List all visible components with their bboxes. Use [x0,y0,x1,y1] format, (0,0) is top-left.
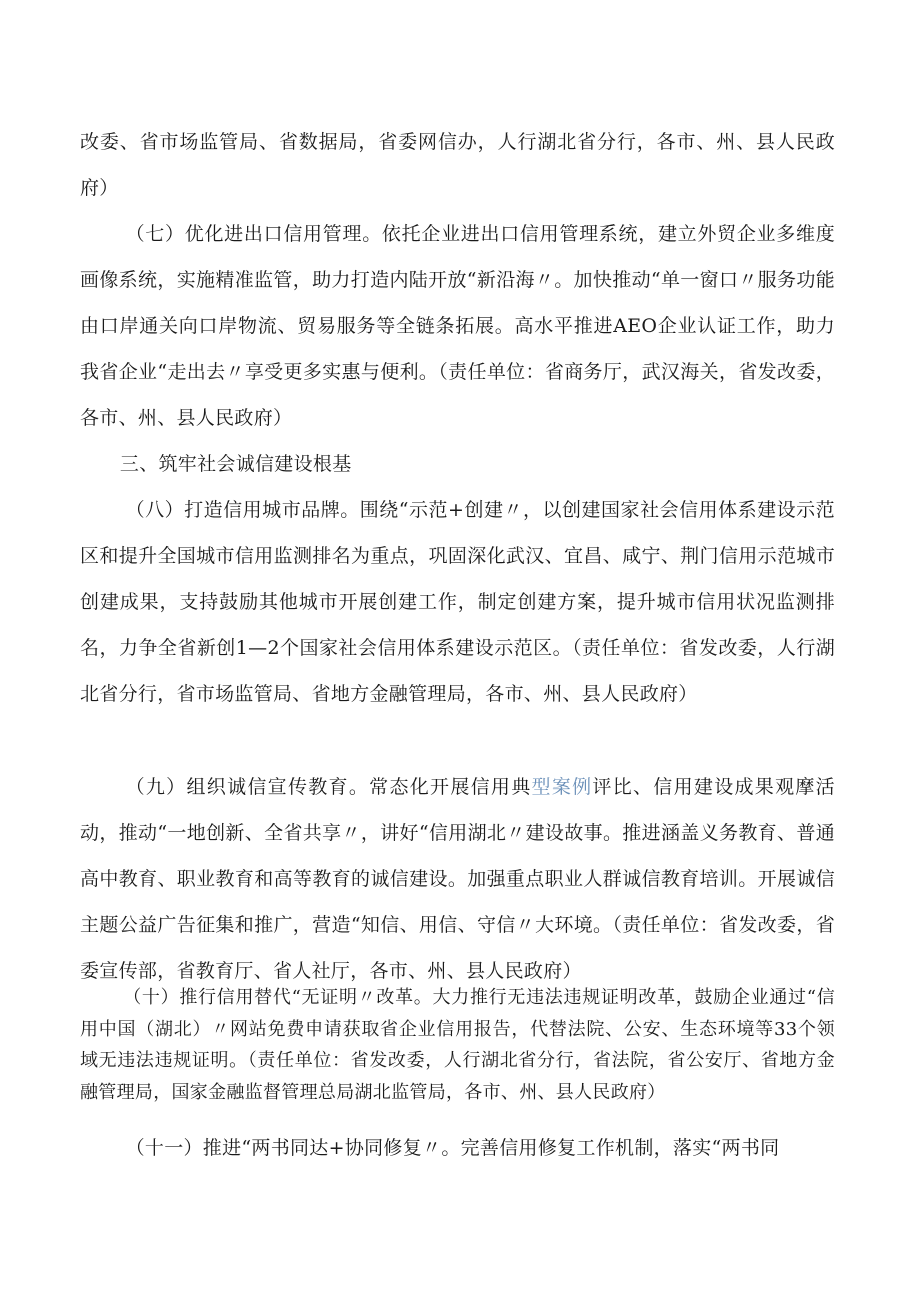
paragraph-7 [80,211,835,441]
paragraph-9-text-end: 评比、信用建设成果观摩活动，推动“一地创新、全省共享〃，讲好“信用湖北〃建设故事。推进涵盖义务教育、普通高中教育、职业教育和高等教育的诚信建设。加强重点职业人群诚信教育培训。开展诚信主题公益广告征集和推广，营造“知信、用信、守信〃大环境。（责任单位：省发改委，省委宣传部，省教育厅、省人社厅，各市、州、县人民政府） [80,776,835,982]
paragraph-11 [80,1125,835,1171]
paragraph-text: 改委、省市场监管局、省数据局，省委网信办，人行湖北省分行，各市、州、县人民政府） [80,131,835,199]
section-3-heading: 三、筑牢社会诚信建设根基 [119,453,352,475]
paragraph-9 [80,764,835,994]
paragraph-8 [80,487,835,717]
section-heading [80,441,835,487]
paragraph-text: （八）打造信用城市品牌。围绕“示范+创建〃，以创建国家社会信用体系建设示范区和提升全国城市信用监测排名为重点，巩固深化武汉、宜昌、咸宁、荆门信用示范城市创建成果，支持鼓励其他城市开展创建工作，制定创建方案，提升城市信用状况监测排名，力争全省新创1—2个国家社会信用体系建设示范区。（责任单位：省发改委，人行湖北省分行，省市场监管局、省地方金融管理局，各市、州、县人民政府） [80,499,835,705]
paragraph-text [80,764,835,994]
paragraph-9-text-start: （九）组织诚信宣传教育。常态化开展信用典 [125,776,532,798]
highlighted-term: 型案例 [531,776,593,798]
paragraph-text: （七）优化进出口信用管理。依托企业进出口信用管理系统，建立外贸企业多维度画像系统，实施精准监管，助力打造内陆开放“新沿海〃。加快推动“单一窗口〃服务功能由口岸通关向口岸物流、贸易服务等全链条拓展。高水平推进AEO企业认证工作，助力我省企业“走出去〃享受更多实惠与便利。（责任单位：省商务厅，武汉海关，省发改委，各市、州、县人民政府） [80,223,835,429]
paragraph-10 [80,982,835,1108]
paragraph-text: （十一）推进“两书同达+协同修复〃。完善信用修复工作机制，落实“两书同 [125,1137,780,1159]
paragraph-text: （十）推行信用替代“无证明〃改革。大力推行无违法违规证明改革，鼓励企业通过“信用中国（湖北）〃网站免费申请获取省企业信用报告，代替法院、公安、生态环境等33个领域无违法违规证明。（责任单位：省发改委，人行湖北省分行，省法院，省公安厅、省地方金融管理局，国家金融监督管理总局湖北监管局，各市、州、县人民政府） [80,987,835,1103]
paragraph-continuation [80,119,835,211]
